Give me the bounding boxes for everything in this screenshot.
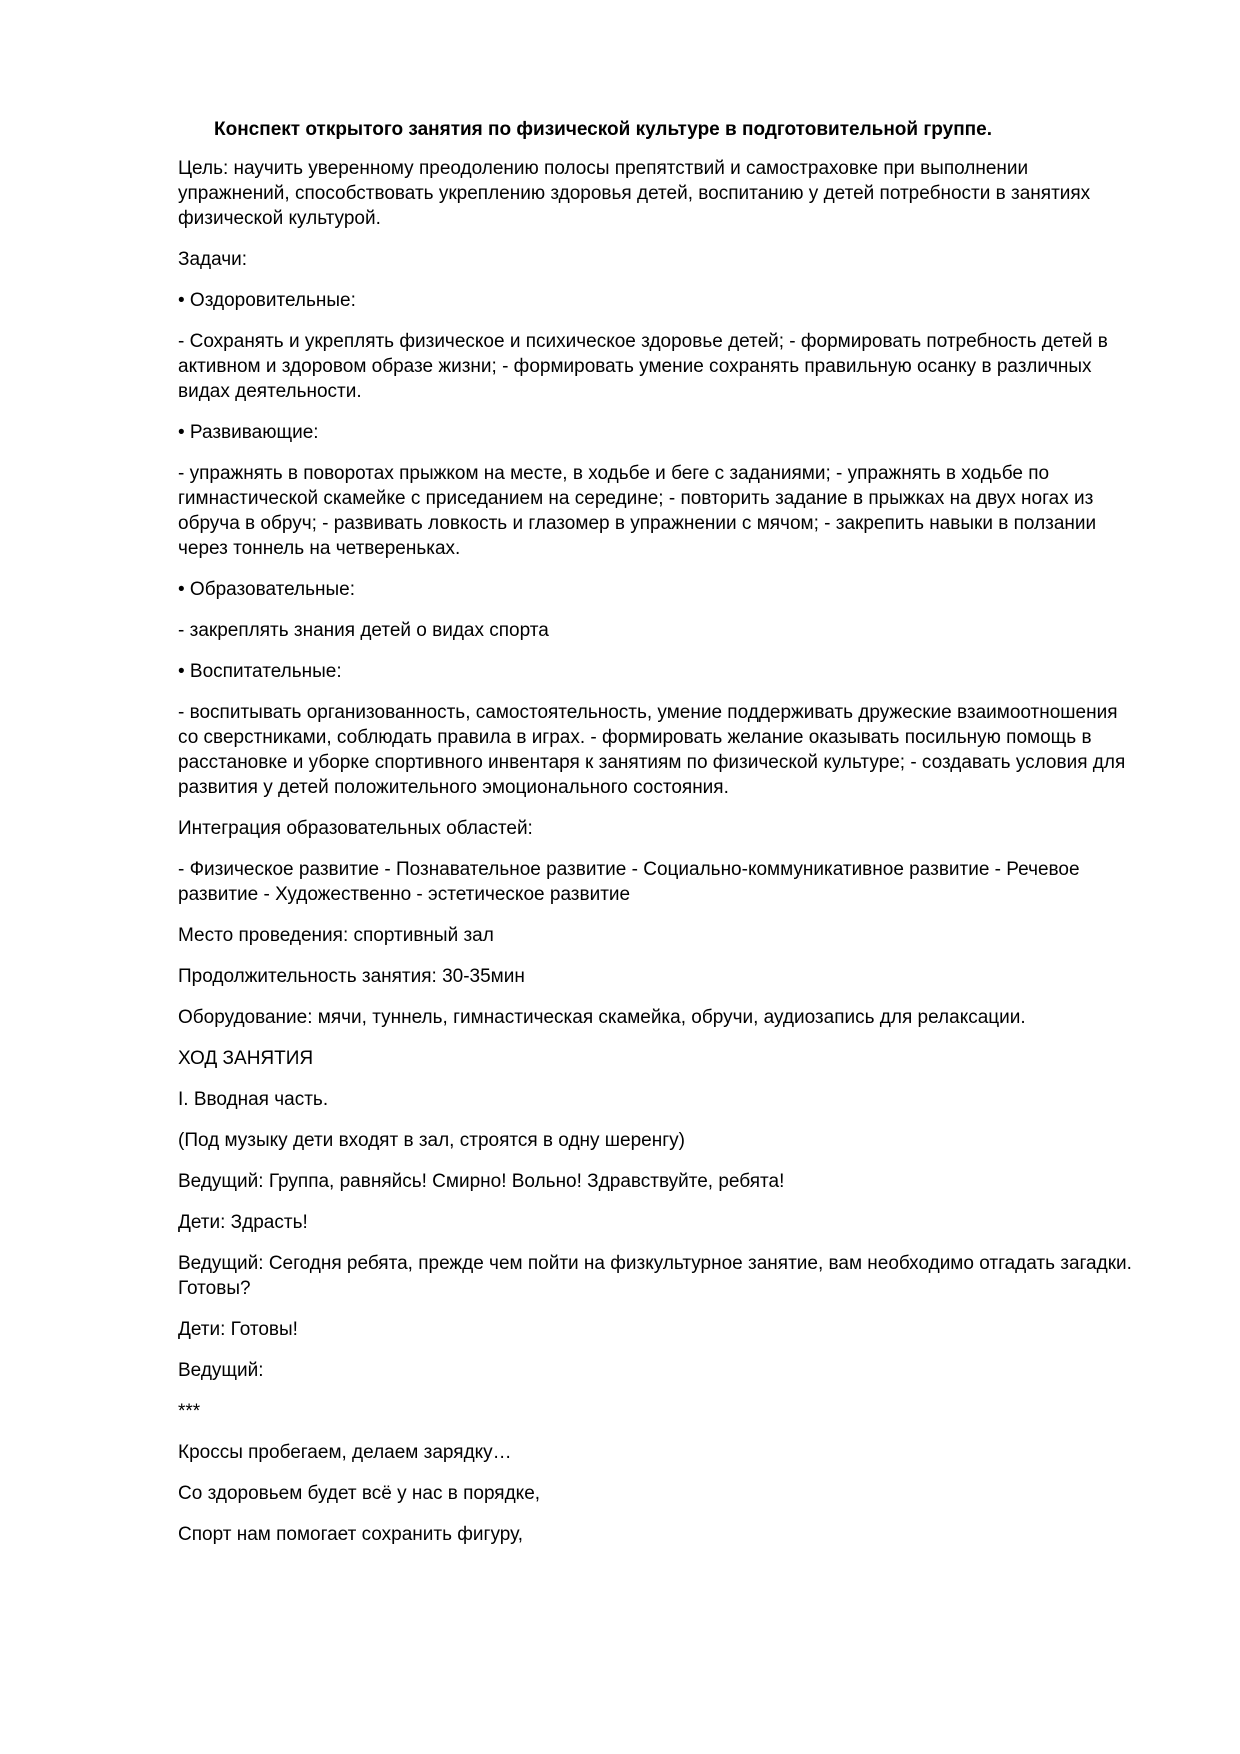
paragraph-dialogue-line: Ведущий: Сегодня ребята, прежде чем пойти на физкультурное занятие, вам необходимо отгадать загадки. Готовы? bbox=[178, 1253, 1132, 1299]
paragraph-poem-line: Кроссы пробегаем, делаем зарядку… bbox=[178, 1442, 512, 1463]
paragraph-duration: Продолжительность занятия: 30-35мин bbox=[178, 966, 525, 987]
paragraph-dialogue-line: Дети: Здрасть! bbox=[178, 1212, 308, 1233]
paragraph-goal: Цель: научить уверенному преодолению полосы препятствий и самостраховке при выполнении упражнений, способствовать укреплению здоровья детей, воспитанию у детей потребности в занятиях физической культурой. bbox=[178, 158, 1091, 229]
paragraph-educational-tasks: - закреплять знания детей о видах спорта bbox=[178, 620, 549, 641]
paragraph-stage-direction: (Под музыку дети входят в зал, строятся в одну шеренгу) bbox=[178, 1130, 685, 1151]
paragraph-integration-heading: Интеграция образовательных областей: bbox=[178, 818, 533, 839]
paragraph-educational-heading: • Образовательные: bbox=[178, 579, 356, 600]
paragraph-tasks-heading: Задачи: bbox=[178, 249, 248, 270]
paragraph-developing-heading: • Развивающие: bbox=[178, 422, 319, 443]
paragraph-dialogue-line: Дети: Готовы! bbox=[178, 1319, 298, 1340]
paragraph-developing-tasks: - упражнять в поворотах прыжком на месте, в ходьбе и беге с заданиями; - упражнять в ходьбе по гимнастической скамейке с приседанием на середине; - повторить задание в прыжках на двух ногах из обруча в обруч; - развивать ловкость и глазомер в упражнении с мячом; - закрепить навыки в ползании через тоннель на четвереньках. bbox=[178, 463, 1097, 559]
paragraph-dialogue-line: Ведущий: bbox=[178, 1360, 264, 1381]
paragraph-dialogue-line: Ведущий: Группа, равняйсь! Смирно! Вольно! Здравствуйте, ребята! bbox=[178, 1171, 785, 1192]
paragraph-health-heading: • Оздоровительные: bbox=[178, 290, 356, 311]
paragraph-upbringing-tasks: - воспитывать организованность, самостоятельность, умение поддерживать дружеские взаимоотношения со сверстниками, соблюдать правила в играх. - формировать желание оказывать посильную помощь в расстановке и уборке спортивного инвентаря к занятиям по физической культуре; - создавать условия для развития у детей положительного эмоционального состояния. bbox=[178, 702, 1126, 798]
paragraph-separator: *** bbox=[178, 1401, 201, 1422]
paragraph-lesson-course-heading: ХОД ЗАНЯТИЯ bbox=[178, 1048, 314, 1069]
document-title: Конспект открытого занятия по физической культуре в подготовительной группе. bbox=[214, 119, 992, 140]
paragraph-intro-part: I. Вводная часть. bbox=[178, 1089, 329, 1110]
paragraph-upbringing-heading: • Воспитательные: bbox=[178, 661, 342, 682]
paragraph-poem-line: Спорт нам помогает сохранить фигуру, bbox=[178, 1524, 523, 1545]
paragraph-health-tasks: - Сохранять и укреплять физическое и психическое здоровье детей; - формировать потребность детей в активном и здоровом образе жизни; - формировать умение сохранять правильную осанку в различных видах деятельности. bbox=[178, 331, 1108, 402]
paragraph-equipment: Оборудование: мячи, туннель, гимнастическая скамейка, обручи, аудиозапись для релаксации. bbox=[178, 1007, 1026, 1028]
document-body bbox=[178, 118, 1138, 1563]
paragraph-integration-list: - Физическое развитие - Познавательное развитие - Социально-коммуникативное развитие - Речевое развитие - Художественно - эстетическое развитие bbox=[178, 859, 1080, 905]
paragraph-poem-line: Со здоровьем будет всё у нас в порядке, bbox=[178, 1483, 541, 1504]
paragraph-location: Место проведения: спортивный зал bbox=[178, 925, 494, 946]
